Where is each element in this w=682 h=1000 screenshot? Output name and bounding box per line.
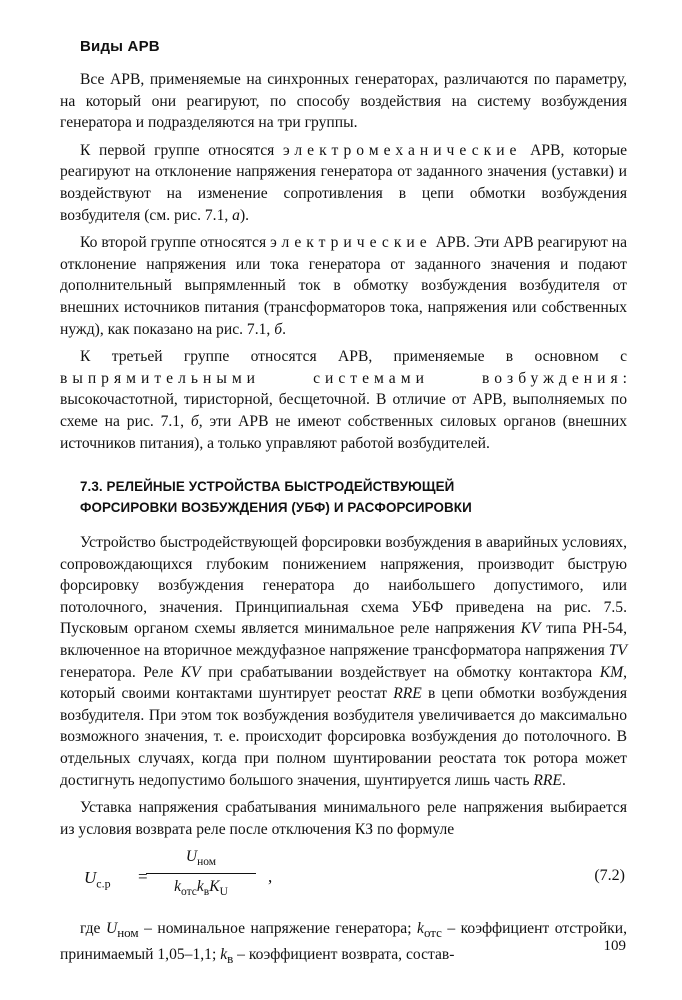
formula-num-sub: ном bbox=[197, 856, 217, 869]
para7-var-k-ots: k bbox=[417, 920, 424, 938]
relay-kv-symbol: KV bbox=[520, 620, 541, 638]
para5-text-3: генератора. Реле bbox=[60, 663, 181, 681]
para3-text: АРВ. Эти АРВ реагируют на отклонение напряжения или тока генератора от заданного значения и подают дополнительный выпрямленный ток в обмотку возбуждения возбудителя от внешних источников питания (трансформаторов тока, напряжения или собственных нужд), как показано на рис. 7.1, bbox=[60, 234, 628, 338]
paragraph-2 bbox=[60, 140, 627, 226]
para3-spaced-term: электрические bbox=[270, 234, 432, 252]
para2-fig-ref: а bbox=[232, 206, 240, 224]
formula-lhs bbox=[84, 868, 111, 891]
para7-text-3: – коэффициент отстройки, принимаемый 1,05–1,1; bbox=[60, 920, 627, 964]
para5-text-2: типа РН-54, включенное на вторичное междуфазное напряжение трансформатора напряжения bbox=[60, 620, 627, 660]
formula-numerator bbox=[146, 848, 256, 873]
para4-tail: , эти АРВ не имеют собственных силовых органов (внешних источников питания), а только управляют работой возбудителей. bbox=[60, 412, 627, 452]
para5-text-1: Устройство быстродействующей форсировки возбуждения в аварийных условиях, сопровождающихся глубоким понижением напряжения, производит быструю форсировку возбуждения генератора до наибольшего допустимого, или потолочного, значения. Принципиальная схема УБФ приведена на рис. 7.5. Пусковым органом схемы является минимальное реле напряжения bbox=[60, 534, 627, 638]
para4-fig-ref: б bbox=[190, 412, 199, 430]
paragraph-5 bbox=[60, 532, 627, 791]
formula-comma: , bbox=[268, 867, 273, 887]
para5-text-7: . bbox=[561, 771, 566, 789]
paragraph-7 bbox=[60, 918, 627, 969]
para7-text-4: – коэффициент возврата, состав- bbox=[233, 946, 455, 964]
formula-lhs-var: U bbox=[84, 868, 97, 888]
para5-text-5: , который своими контактами шунтирует реостат bbox=[60, 663, 628, 703]
subsection-title bbox=[80, 476, 627, 518]
contactor-km-symbol: KM bbox=[599, 663, 624, 681]
para3-fig-ref: б bbox=[274, 320, 283, 338]
formula-lhs-sub: с.р bbox=[96, 876, 111, 891]
formula-den-k2: k bbox=[196, 877, 204, 895]
subsection-title-line-1: 7.3. РЕЛЕЙНЫЕ УСТРОЙСТВА БЫСТРОДЕЙСТВУЮЩЕЙ bbox=[80, 479, 455, 495]
formula-fraction bbox=[146, 848, 256, 897]
para4-lead: К третьей группе относятся АРВ, применяемые в основном с bbox=[80, 348, 627, 366]
para3-lead: Ко второй группе относятся bbox=[80, 234, 271, 252]
para7-var-k-v: k bbox=[220, 946, 228, 964]
formula-equals: = bbox=[138, 867, 148, 887]
paragraph-3 bbox=[60, 232, 627, 340]
rheostat-rre-symbol-2: RRE bbox=[533, 771, 562, 789]
section-title: Виды АРВ bbox=[80, 38, 160, 55]
formula-den-k1: k bbox=[174, 877, 182, 895]
formula-den-sub1: отс bbox=[181, 885, 197, 898]
paragraph-1: Все АРВ, применяемые на синхронных генераторах, различаются по параметру, на который они реагируют, по способу воздействия на систему возбуждения генератора и подразделяются на три группы. bbox=[60, 71, 627, 132]
para4-text: : высокочастотной, тиристорной, бесщеточной. В отличие от АРВ, выполняемых по схеме на рис. 7.1, bbox=[60, 369, 627, 430]
formula-num-var: U bbox=[185, 848, 198, 866]
transformer-tv-symbol: TV bbox=[608, 642, 627, 660]
formula-den-k3: K bbox=[209, 877, 220, 895]
para2-spaced-term: электромеханические bbox=[282, 141, 522, 159]
formula-den-sub2: в bbox=[203, 885, 210, 898]
formula-den-sub3: U bbox=[219, 885, 228, 898]
equation-number: (7.2) bbox=[594, 867, 625, 885]
para4-spaced-term: выпрямительными системами возбуждения bbox=[60, 369, 623, 387]
para7-var-u: U bbox=[105, 920, 118, 938]
page-number: 109 bbox=[603, 938, 626, 954]
para2-tail: ). bbox=[239, 206, 250, 224]
para5-text-4: при срабатывании воздействует на обмотку контактора bbox=[200, 663, 600, 681]
formula-7-2 bbox=[60, 848, 627, 908]
para2-lead: К первой группе относятся bbox=[80, 141, 283, 159]
para7-sub-nom: ном bbox=[117, 925, 139, 941]
rheostat-rre-symbol: RRE bbox=[393, 685, 422, 703]
para2-text: АРВ, которые реагируют на отклонение напряжения генератора от заданного значения (уставки) и воздействуют на изменение сопротивления в цепи обмотки возбуждения возбудителя (см. рис. 7.1, bbox=[60, 141, 627, 224]
para7-text-2: – номинальное напряжение генератора; bbox=[138, 920, 418, 938]
paragraph-6: Уставка напряжения срабатывания минимального реле напряжения выбирается из условия возврата реле после отключения КЗ по формуле bbox=[60, 799, 627, 838]
para7-text-1: где bbox=[80, 920, 106, 938]
para5-text-6: в цепи обмотки возбуждения возбудителя. При этом ток возбуждения возбудителя увеличивается до максимально возможного значения, т. е. происходит форсировка возбуждения до потолочного. В отдельных случаях, когда при полном шунтировании реостата ток ротора может достигнуть недопустимо большого значения, шунтируется лишь часть bbox=[60, 685, 627, 789]
subsection-title-line-2: ФОРСИРОВКИ ВОЗБУЖДЕНИЯ (УБФ) И РАСФОРСИРОВКИ bbox=[80, 500, 472, 516]
relay-kv-symbol-2: KV bbox=[180, 663, 201, 681]
para7-sub-ots: отс bbox=[423, 925, 442, 941]
formula-denominator bbox=[146, 874, 256, 898]
para3-tail: . bbox=[282, 320, 286, 338]
paragraph-4 bbox=[60, 346, 627, 454]
para7-sub-v: в bbox=[227, 951, 234, 967]
